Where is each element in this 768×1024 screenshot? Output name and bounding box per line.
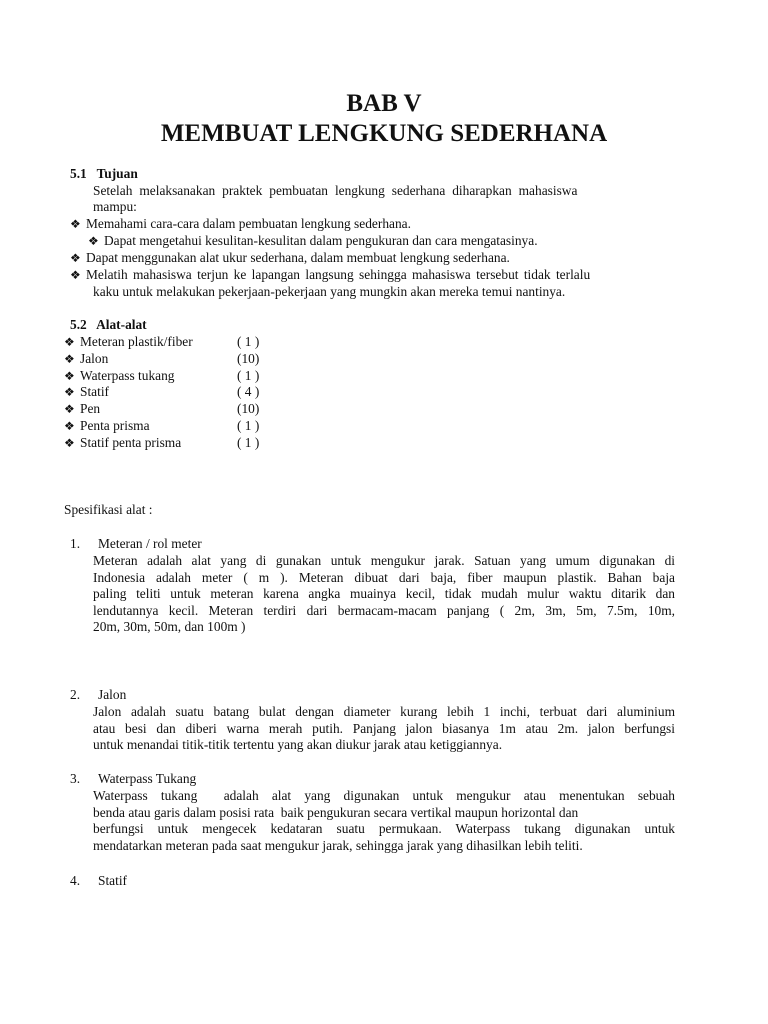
diamond-bullet-icon: ❖ [64,335,75,349]
bullet-item: ❖ Memahami cara-cara dalam pembuatan lengkung sederhana. [70,216,411,231]
section-1-number: 5.1 [70,166,87,181]
diamond-bullet-icon: ❖ [70,268,81,282]
section-2-heading [70,317,147,334]
tool-quantity: ( 1 ) [237,368,260,383]
diamond-bullet-icon: ❖ [64,385,75,399]
tool-name: Pen [80,401,101,416]
bullet-item: ❖ Melatih mahasiswa terjun ke lapangan langsung sehingga mahasiswa tersebut tidak terlalu [70,267,591,282]
spec-title: Meteran / rol meter [98,536,202,551]
tool-name: Meteran plastik/fiber [80,334,193,349]
spec-heading [70,687,126,704]
spec-title: Jalon [98,687,127,702]
bullet-item: ❖ Dapat menggunakan alat ukur sederhana, dalam membuat lengkung sederhana. [70,250,510,265]
section-1-intro-line2: mampu: [93,199,137,214]
spec-body: Waterpass tukang adalah alat yang digunakan untuk mengukur atau menentukan sebuah benda atau garis dalam posisi rata baik pengukuran secara vertikal maupun horizontal dan berfungsi untuk mengecek kedataran suatu permukaan. Waterpass tukang digunakan untuk mendatarkan meteran pada saat mengukur jarak, sehingga jarak yang dihasilkan lebih teliti. [93,788,675,853]
tool-name: Statif penta prisma [80,435,182,450]
section-2-number: 5.2 [70,317,87,332]
section-1-title: Tujuan [96,166,138,181]
spec-heading [70,771,196,788]
tool-quantity: ( 1 ) [237,334,260,349]
diamond-bullet-icon: ❖ [70,217,81,231]
bullet-item: ❖ Dapat mengetahui kesulitan-kesulitan dalam pengukuran dan cara mengatasinya. [88,233,538,248]
section-1-intro-line1: Setelah melaksanakan praktek pembuatan lengkung sederhana diharapkan mahasiswa [93,183,578,198]
tool-item [64,384,324,401]
tool-name: Penta prisma [80,418,150,433]
chapter-title: MEMBUAT LENGKUNG SEDERHANA [160,120,608,147]
tool-item [64,351,324,368]
tool-item [64,435,324,452]
spec-number: 2. [70,687,81,702]
diamond-bullet-icon: ❖ [64,402,75,416]
spec-body: Jalon adalah suatu batang bulat dengan diameter kurang lebih 1 inchi, terbuat dari aluminium atau besi dan diberi warna merah putih. Panjang jalon biasanya 1m atau 2m. jalon berfungsi untuk menandai titik-titik tertentu yang akan diukur jarak atau ketiggiannya. [93,704,675,753]
tool-quantity: ( 1 ) [237,418,260,433]
tool-item [64,401,324,418]
spec-heading [70,536,202,553]
diamond-bullet-icon: ❖ [64,369,75,383]
spec-body: Meteran adalah alat yang di gunakan untuk mengukur jarak. Satuan yang umum digunakan di Indonesia adalah meter ( m ). Meteran dibuat dari baja, fiber maupun plastik. Bahan baja paling teliti untuk meteran karena angka muainya kecil, tidak mudah mulur waktu ditarik dan lendutannya kecil. Meteran terdiri dari bermacam-macam panjang ( 2m, 3m, 5m, 7.5m, 10m, 20m, 30m, 50m, dan 100m ) [93,553,675,635]
spec-heading [70,873,127,890]
diamond-bullet-icon: ❖ [64,352,75,366]
spec-title: Statif [98,873,128,888]
spec-number: 1. [70,536,81,551]
tool-name: Statif [80,384,110,399]
spec-title: Waterpass Tukang [98,771,197,786]
tool-quantity: ( 4 ) [237,384,260,399]
spec-number: 4. [70,873,81,888]
spec-number: 3. [70,771,81,786]
tool-quantity: ( 1 ) [237,435,260,450]
tool-name: Jalon [80,351,109,366]
diamond-bullet-icon: ❖ [88,234,99,248]
tool-item [64,334,324,351]
chapter-label: BAB V [346,90,422,117]
section-2-title: Alat-alat [96,317,147,332]
section-1-heading [70,166,138,183]
bullet-continuation: kaku untuk melakukan pekerjaan-pekerjaan yang mungkin akan mereka temui nantinya. [93,284,566,299]
diamond-bullet-icon: ❖ [70,251,81,265]
diamond-bullet-icon: ❖ [64,419,75,433]
tool-quantity: (10) [237,351,260,366]
spesifikasi-label: Spesifikasi alat : [64,502,153,517]
tool-name: Waterpass tukang [80,368,175,383]
tool-quantity: (10) [237,401,260,416]
tool-item [64,418,324,435]
diamond-bullet-icon: ❖ [64,436,75,450]
tool-item [64,368,324,385]
